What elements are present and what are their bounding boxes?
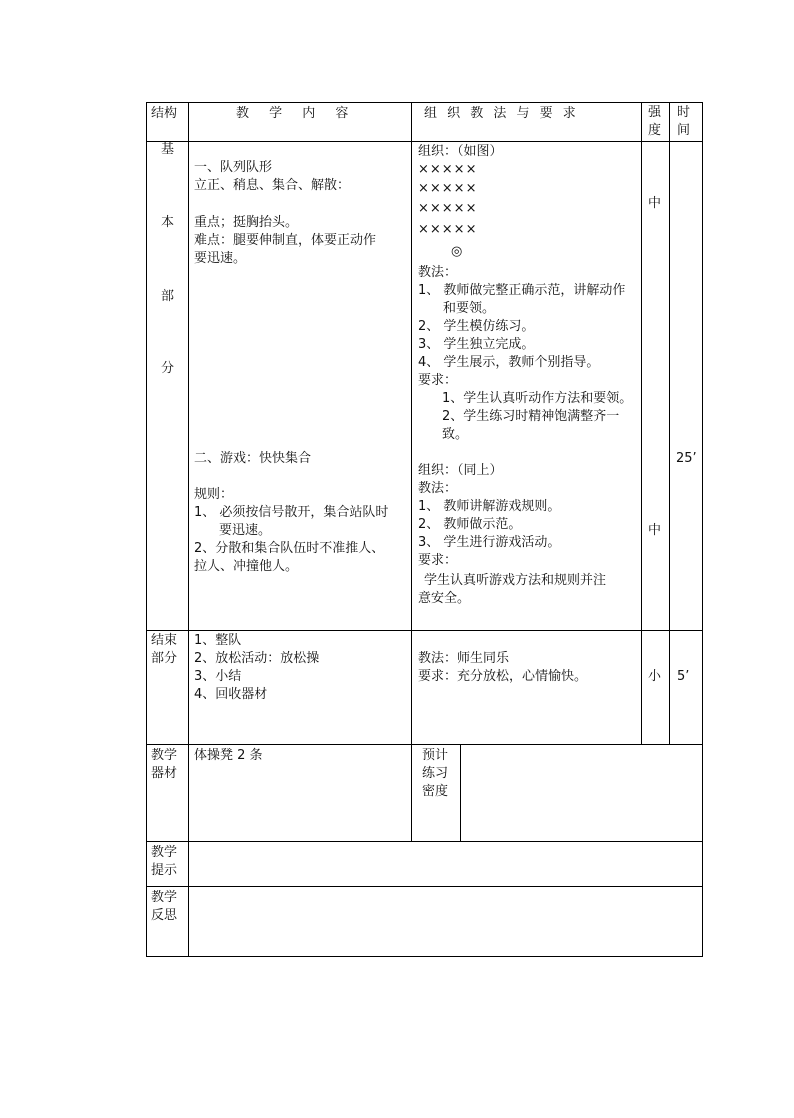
formation-row: ××××× [418,222,478,237]
organize-line: 要求： [418,373,458,388]
section-label-reflection: 教学 [151,890,178,905]
organize-line: 组织：（如图） [418,144,503,159]
intensity-value: 中 [648,196,662,211]
section-label-tips: 提示 [151,863,178,878]
organize-line: 2、 教师做示范。 [418,517,522,532]
content-line: 2、分散和集合队伍时不准推人、 [194,541,385,556]
rule [641,102,642,745]
organize-line: 教法：师生同乐 [418,651,510,666]
header-time: 时 [677,105,691,120]
intensity-value: 中 [648,523,662,538]
organize-line: 1、 教师讲解游戏规则。 [418,499,561,514]
rule [188,102,189,957]
section-label-equipment: 教学 [151,748,178,763]
rule [146,744,703,745]
header-content: 教 学 内 容 [236,106,349,121]
header-intensity: 强 [648,105,662,120]
content-line: 二、游戏：快快集合 [194,451,312,466]
formation-row: ××××× [418,201,478,216]
header-intensity: 度 [648,123,662,138]
organize-line: 组织：（同上） [418,463,503,478]
section-label-reflection: 反思 [151,908,178,923]
intensity-value: 小 [648,669,662,684]
section-label-ending: 部分 [151,651,178,666]
content-line: 3、小结 [194,669,242,684]
section-label-basic: 基 [161,142,175,157]
density-label: 练习 [422,766,449,781]
organize-line: 2、学生练习时精神饱满整齐一 [442,409,620,424]
content-line: 拉人、冲撞他人。 [194,559,299,574]
section-label-basic: 分 [161,361,175,376]
rule [146,956,703,957]
content-line: 难点：腿要伸制直，体要正动作 [194,233,377,248]
organize-line: 要求： [418,553,458,568]
content-line: 重点；挺胸抬头。 [194,215,299,230]
equipment-value: 体操凳 2 条 [194,748,263,763]
rule [411,102,412,842]
content-line: 1、整队 [194,633,242,648]
rule [460,744,461,842]
rule [146,841,703,842]
organize-line: 2、 学生模仿练习。 [418,319,535,334]
rule [146,630,703,631]
organize-line: 3、 学生独立完成。 [418,337,535,352]
organize-line: 3、 学生进行游戏活动。 [418,535,561,550]
organize-line: 要求：充分放松，心情愉快。 [418,669,588,684]
header-time: 间 [677,123,691,138]
content-line: 要迅速。 [219,523,272,538]
header-organize: 组 织 教 法 与 要 求 [424,106,576,121]
formation-row: ××××× [418,162,478,177]
time-value: 5’ [677,669,690,684]
content-line: 1、 必须按信号散开，集合站队时 [194,505,389,520]
organize-line: 意安全。 [418,591,471,606]
organize-line: 1、 教师做完整正确示范，讲解动作 [418,283,626,298]
organize-line: 致。 [442,427,469,442]
section-label-ending: 结束 [151,633,178,648]
section-label-basic: 本 [161,215,175,230]
rule [702,102,703,957]
organize-line: 教法： [418,265,458,280]
teacher-position-icon: ◎ [451,244,463,259]
density-label: 密度 [422,784,449,799]
rule [146,102,147,957]
organize-line: 教法： [418,481,458,496]
content-line: 要迅速。 [194,251,247,266]
organize-line: 和要领。 [443,301,496,316]
formation-row: ××××× [418,181,478,196]
density-label: 预计 [422,748,449,763]
section-label-equipment: 器材 [151,766,178,781]
rule [669,102,670,745]
section-label-basic: 部 [161,289,175,304]
content-line: 立正、稍息、集合、解散： [194,178,351,193]
rule [146,886,703,887]
content-line: 2、放松活动：放松操 [194,651,320,666]
organize-line: 4、 学生展示，教师个别指导。 [418,355,600,370]
content-line: 4、回收器材 [194,687,268,702]
section-label-tips: 教学 [151,845,178,860]
content-line: 一、队列队形 [194,160,273,175]
organize-line: 学生认真听游戏方法和规则并注 [424,573,607,588]
rule [146,141,703,142]
organize-line: 1、学生认真听动作方法和要领。 [442,391,633,406]
time-value: 25’ [676,451,697,466]
header-structure: 结构 [151,106,178,121]
content-line: 规则： [194,487,234,502]
rule [146,102,703,103]
